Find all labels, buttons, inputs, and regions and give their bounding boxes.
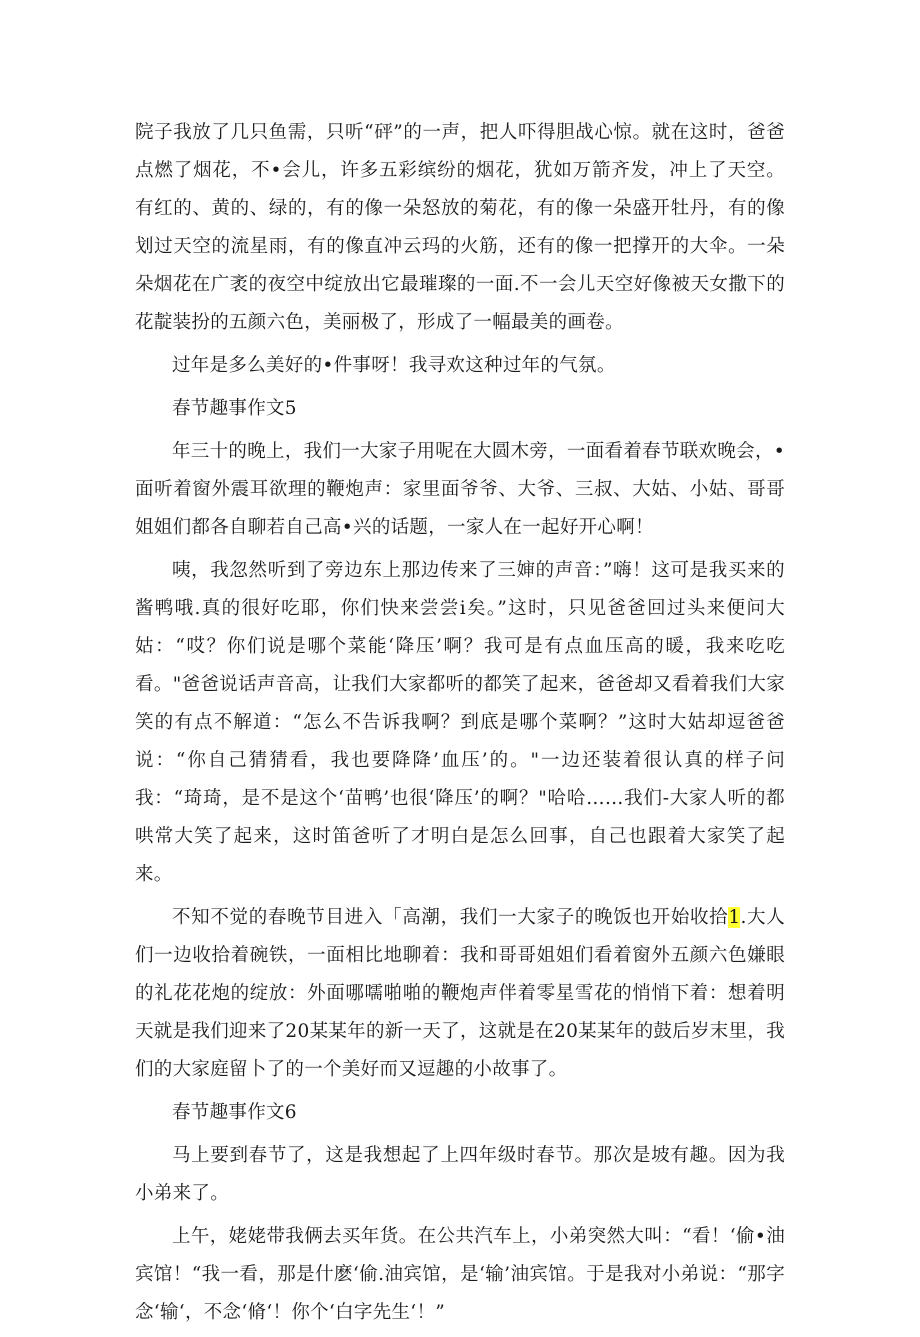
document-body [135,114,785,1337]
paragraph-shopping-bus: 上午，姥姥带我俩去买年货。在公共汽车上，小弟突然大叫：“看！‘偷•油宾馆！“我一看，那是什麽‘偷.油宾馆，是‘输’油宾馆。于是我对小弟说：“那字念‘输‘，不念‘脩‘！你个‘白字先生‘！” [135,1226,785,1323]
highlighted-text: 1 [728,907,741,928]
section-heading-5: 春节趣事作文5 [172,398,297,419]
paragraph-text-before-highlight: 不知不觉的春晚节目进入「高潮，我们一大家子的晚饭也开始收拾 [172,907,729,928]
paragraph-spring-gala [135,899,785,1089]
paragraph-new-year-feeling: 过年是多么美好的•件事呀！我寻欢这种过年的气氛。 [172,355,616,376]
paragraph-text-after-highlight: .大人们一边收拾着碗铁，一面相比地聊着：我和哥哥姐姐们看着窗外五颜六色嫌眼的礼花花炮的绽放：外面哪嚅啪啪的鞭炮声伴着零星雪花的悄悄下着：想着明天就是我们迎来了20某某年的新一天了，这就是在20某某年的鼓后岁末里，我们的大家庭留卜了的一个美好而又逗趣的小故事了。 [135,907,786,1080]
paragraph-little-brother: 马上要到春节了，这是我想起了上四年级时春节。那次是坡有趣。因为我小弟来了。 [135,1145,785,1204]
paragraph-new-years-eve: 年三十的晚上，我们一大家子用呢在大圆木旁，一面看着春节联欢晚会，•面听着窗外震耳欲理的鞭炮声：家里面爷爷、大爷、三叔、大姑、小姑、哥哥姐姐们都各自聊若自己高•兴的话题，一家人在一起好开心啊！ [135,441,785,538]
paragraph-fireworks: 院子我放了几只鱼需，只听“砰”的一声，把人吓得胆战心惊。就在这时，爸爸点燃了烟花，不•会儿，许多五彩缤纷的烟花，犹如万箭齐发，冲上了天空。有红的、黄的、绿的，有的像一朵怒放的菊花，有的像一朵盛开牡丹，有的像划过天空的流星雨，有的像直冲云玛的火筋，还有的像一把撑开的大伞。一朵朵烟花在广袤的夜空中绽放出它最璀璨的一面.不一会儿天空好像被天女撒下的花靛装扮的五颜六色，美丽极了，形成了一幅最美的画卷。 [135,122,785,333]
section-heading-6: 春节趣事作文6 [172,1102,297,1123]
paragraph-blood-pressure-joke: 咦，我忽然听到了旁边东上那边传来了三婶的声音：”嗨！这可是我买来的酱鸭哦.真的很好吃耶，你们快来尝尝i矣。”这时，只见爸爸回过头来便问大姑：“哎？你们说是哪个菜能‘降压’啊？我可是有点血压高的暖，我来吃吃看。"爸爸说话声音高，让我们大家都听的都笑了起来，爸爸却又看着我们大家笑的有点不解道：“怎么不告诉我啊？到底是哪个菜啊？”这时大姑却逗爸爸说：“你自己猜猜看，我也要降降’血压’的。"一边还装着很认真的样子问我：“琦琦，是不是这个‘苗鸭’也很‘降压’的啊？"哈哈……我们-大家人听的都哄常大笑了起来，这时笛爸听了才明白是怎么回事，自己也跟着大家笑了起来。 [135,560,785,885]
